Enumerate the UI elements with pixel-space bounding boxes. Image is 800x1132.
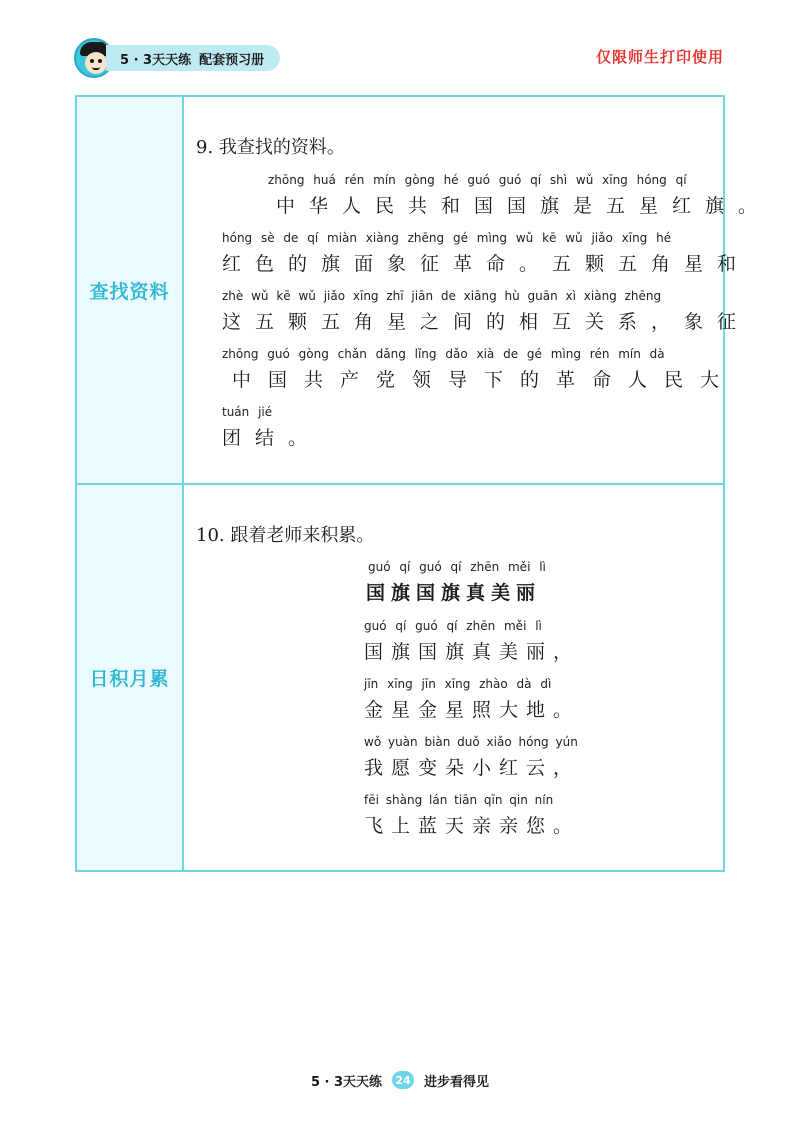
pinyin-text: fēi shàng lán tiān qīn qin nín	[364, 793, 554, 807]
question-title: 10. 跟着老师来积累。	[196, 525, 375, 546]
section-content	[184, 97, 772, 483]
question-title: 9. 我查找的资料。	[196, 137, 345, 158]
section-research	[77, 97, 772, 485]
page-header	[0, 0, 800, 90]
pinyin-text: jīn xīng jīn xīng zhào dà dì	[364, 677, 552, 691]
hanzi-text: 飞上蓝天亲亲您。	[364, 815, 581, 837]
pinyin-text: guó qí guó qí zhēn měi lì	[364, 619, 542, 633]
pinyin-text: zhōng guó gòng chǎn dǎng lǐng dǎo xià de gé mìng rén mín dà	[222, 347, 665, 361]
section-side	[77, 97, 184, 483]
pinyin-text: hóng sè de qí miàn xiàng zhēng gé mìng wǔ kē wǔ jiǎo xīng hé	[222, 231, 672, 245]
section-content	[184, 485, 723, 870]
hanzi-text: 国旗国旗真美丽，	[364, 641, 581, 663]
section-accumulate	[77, 485, 723, 870]
page-footer	[0, 1068, 800, 1092]
exercise-table	[75, 95, 772, 872]
section-side	[77, 485, 184, 870]
hanzi-text: 红色的旗面象征革命。五颗五角星和	[222, 253, 751, 275]
hanzi-text: 我愿变朵小红云，	[364, 757, 581, 779]
hanzi-text: 中华人民共和国国旗是五星红旗。	[276, 195, 772, 217]
footer-slogan: 进步看得见	[424, 1074, 490, 1090]
poem-title: 国旗国旗真美丽	[366, 582, 542, 604]
pinyin-text: zhè wǔ kē wǔ jiǎo xīng zhī jiān de xiāng hù guān xì xiàng zhēng	[222, 289, 662, 303]
pinyin-text: zhōng huá rén mín gòng hé guó guó qí shì wǔ xīng hóng qí	[268, 173, 687, 187]
print-notice: 仅限师生打印使用	[595, 48, 724, 66]
pinyin-text: guó qí guó qí zhēn měi lì	[368, 560, 546, 574]
side-label-accumulate: 日积月累	[89, 668, 170, 690]
brand-subtitle: 配套预习册	[199, 52, 265, 68]
pinyin-text: tuán jié	[222, 405, 273, 419]
brand-pill	[106, 45, 280, 71]
page-number: 24	[392, 1071, 414, 1089]
hanzi-text: 金星金星照大地。	[364, 699, 581, 721]
hanzi-text: 这五颗五角星之间的相互关系，象征	[222, 311, 751, 333]
hanzi-text: 中国共产党领导下的革命人民大	[232, 369, 737, 391]
hanzi-text: 团结。	[222, 427, 322, 449]
footer-brand: 5 · 3天天练	[310, 1074, 383, 1090]
pinyin-text: wǒ yuàn biàn duǒ xiǎo hóng yún	[364, 735, 578, 749]
brand-name: 5 · 3天天练	[120, 52, 192, 68]
side-label-research: 查找资料	[89, 280, 170, 303]
